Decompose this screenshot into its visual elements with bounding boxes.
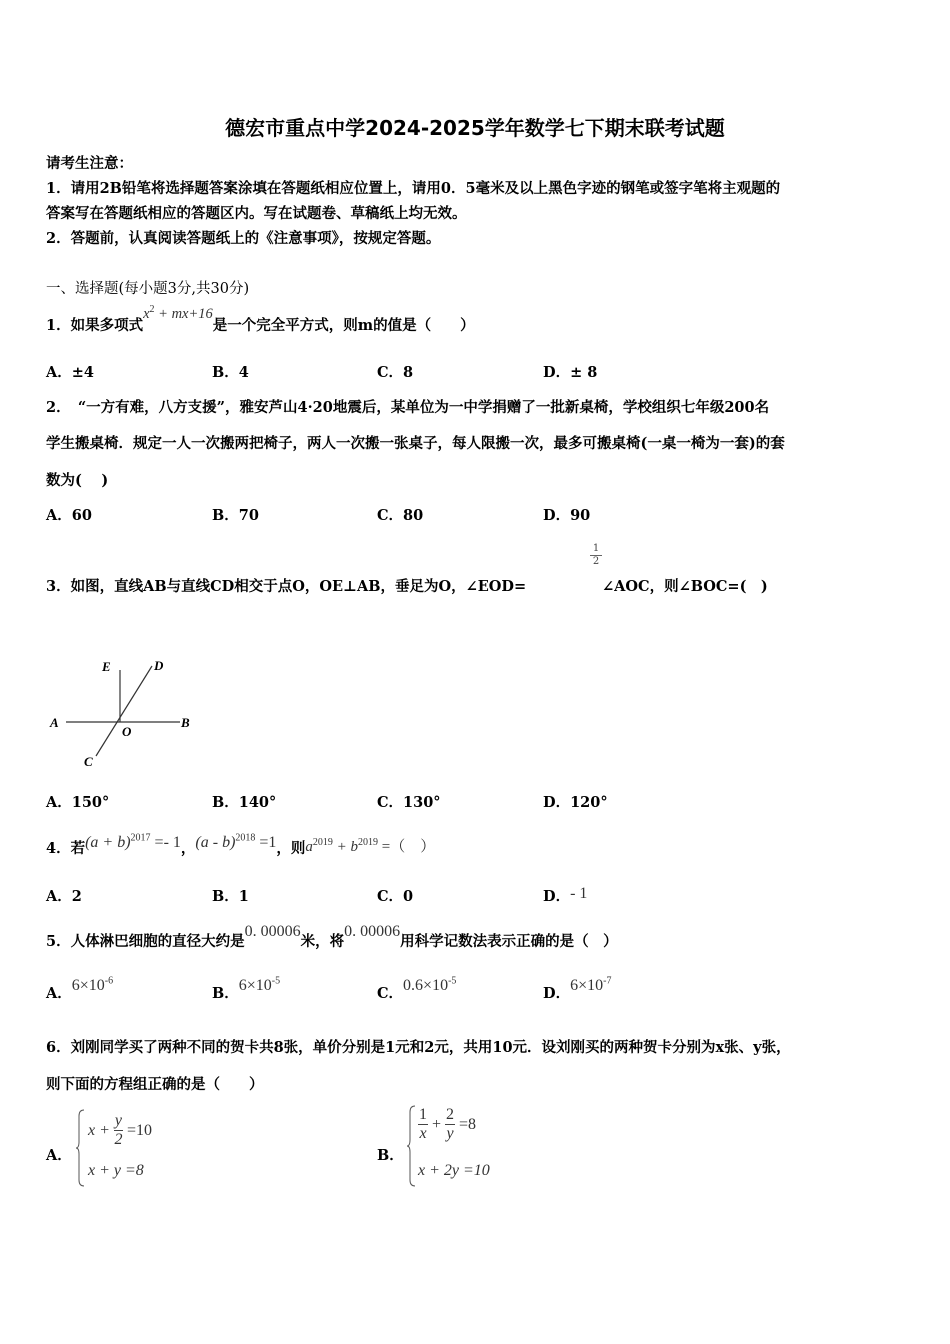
q5-option-d: D．$6\times 10^{-7}$ xyxy=(543,975,612,1002)
q2-line-2: 学生搬桌椅．规定一人一次搬两把椅子，两人一次搬一张桌子，每人限搬一次，最多可搬桌椅(一桌一椅为一套)的套 xyxy=(46,435,785,452)
q6-line-2: 则下面的方程组正确的是（ ） xyxy=(46,1076,264,1093)
q6-option-a-brace xyxy=(76,1108,86,1188)
q3-fraction xyxy=(590,543,602,568)
section-heading: 一、选择题(每小题3分,共30分) xyxy=(46,281,250,297)
q4-expr-1: $(a + b)^{2017} =- 1$ xyxy=(85,832,181,851)
q3-text-a: 3．如图，直线AB与直线CD相交于点O，OE⊥AB，垂足为O，∠EOD= xyxy=(46,578,527,595)
q1-option-d: D．± 8 xyxy=(543,364,598,381)
q6-option-b-label: B． xyxy=(377,1147,404,1164)
line-cd xyxy=(96,666,152,756)
q3-figure xyxy=(44,652,204,774)
q5-option-d-expr: $6\times 10^{-7}$ xyxy=(570,975,612,994)
label-o: O xyxy=(122,724,132,739)
q3-text-b: ∠AOC，则∠BOC=( ) xyxy=(602,578,768,595)
q4-option-a: A．2 xyxy=(46,888,82,905)
q4-option-d-expr: - 1 xyxy=(570,885,588,902)
question-4: 4．若$(a + b)^{2017} =- 1$，(a - b)$^{2018}$ =1，则$a^{2019} + b^{2019}$ =（ ） xyxy=(46,832,436,857)
q5-value-2: 0. 00006 xyxy=(344,923,401,940)
q3-option-c: C．130° xyxy=(377,794,441,811)
q3-option-d: D．120° xyxy=(543,794,608,811)
q5-option-b-expr: $6\times 10^{-5}$ xyxy=(238,975,281,994)
q4-expr-2: (a - b)$^{2018}$ =1 xyxy=(195,832,277,851)
q1-option-a: A．±4 xyxy=(46,364,94,381)
q5-option-c: C．$0.6\times 10^{-5}$ xyxy=(377,975,457,1002)
q3-frac-num: 1 xyxy=(590,543,602,556)
q4-expr-3: $a^{2019} + b^{2019}$ =（ ） xyxy=(305,837,436,855)
q2-option-b: B．70 xyxy=(212,507,259,524)
q6-option-b-eq-2: x + 2y =10 xyxy=(418,1162,490,1179)
q1-prefix: 1．如果多项式 xyxy=(46,317,144,334)
q6-option-a-label: A． xyxy=(46,1147,72,1164)
q1-option-c: C．8 xyxy=(377,364,414,381)
q6-option-b-brace xyxy=(407,1104,417,1188)
q1-expression: $x^2 + mx+16$ xyxy=(143,304,213,322)
q2-option-c: C．80 xyxy=(377,507,424,524)
q5-option-c-expr: $0.6\times 10^{-5}$ xyxy=(403,975,457,994)
label-c: C xyxy=(84,754,93,769)
q4-option-d: D．- 1 xyxy=(543,885,588,905)
q1-suffix: 是一个完全平方式，则m的值是（ ） xyxy=(212,317,475,334)
q1-option-b: B．4 xyxy=(212,364,249,381)
q6-option-a-eq-2: x + y =8 xyxy=(88,1162,144,1179)
q2-line-1: 2． “一方有难，八方支援”，雅安芦山4·20地震后，某单位为一中学捐赠了一批新桌椅，学校组织七年级200名 xyxy=(46,399,770,416)
q3-option-a: A．150° xyxy=(46,794,110,811)
notice-line-1b: 答案写在答题纸相应的答题区内。写在试题卷、草稿纸上均无效。 xyxy=(46,205,467,222)
page-title: 德宏市重点中学2024-2025学年数学七下期末联考试题 xyxy=(225,116,725,140)
q6-option-a-eq-1: x + $\frac{y}{2}$ =10 xyxy=(88,1112,153,1148)
q6-line-1: 6．刘刚同学买了两种不同的贺卡共8张，单价分别是1元和2元，共用10元．设刘刚买的两种贺卡分别为x张、y张， xyxy=(46,1039,791,1056)
notice-line-1a: 1．请用2B铅笔将选择题答案涂填在答题纸相应位置上，请用0．5毫米及以上黑色字迹的钢笔或签字笔将主观题的 xyxy=(46,180,781,197)
q4-option-b: B．1 xyxy=(212,888,249,905)
q2-option-a: A．60 xyxy=(46,507,92,524)
notice-line-2: 2．答题前，认真阅读答题纸上的《注意事项》，按规定答题。 xyxy=(46,230,441,247)
q2-option-d: D．90 xyxy=(543,507,591,524)
q5-option-a: A．$6\times 10^{-6}$ xyxy=(46,975,114,1002)
q3-frac-den: 2 xyxy=(592,556,600,567)
label-a: A xyxy=(50,715,59,730)
label-d: D xyxy=(154,658,164,673)
q2-line-3: 数为( ) xyxy=(46,472,109,489)
q5-option-a-expr: $6\times 10^{-6}$ xyxy=(71,975,114,994)
label-b: B xyxy=(181,715,190,730)
question-5: 5．人体淋巴细胞的直径大约是0. 00006米，将0. 00006用科学记数法表示正确的是（ ） xyxy=(46,923,618,950)
q4-option-c: C．0 xyxy=(377,888,414,905)
q5-value: 0. 00006 xyxy=(244,923,301,940)
q3-option-b: B．140° xyxy=(212,794,277,811)
label-e: E xyxy=(102,659,111,674)
question-1 xyxy=(46,304,475,335)
q5-option-b: B．$6\times 10^{-5}$ xyxy=(212,975,281,1002)
notice-heading: 请考生注意： xyxy=(46,155,133,172)
q4-prefix: 4．若 xyxy=(46,840,86,857)
q6-option-b-eq-1: $\frac{1}{x}$ + $\frac{2}{y}$ =8 xyxy=(419,1106,477,1142)
